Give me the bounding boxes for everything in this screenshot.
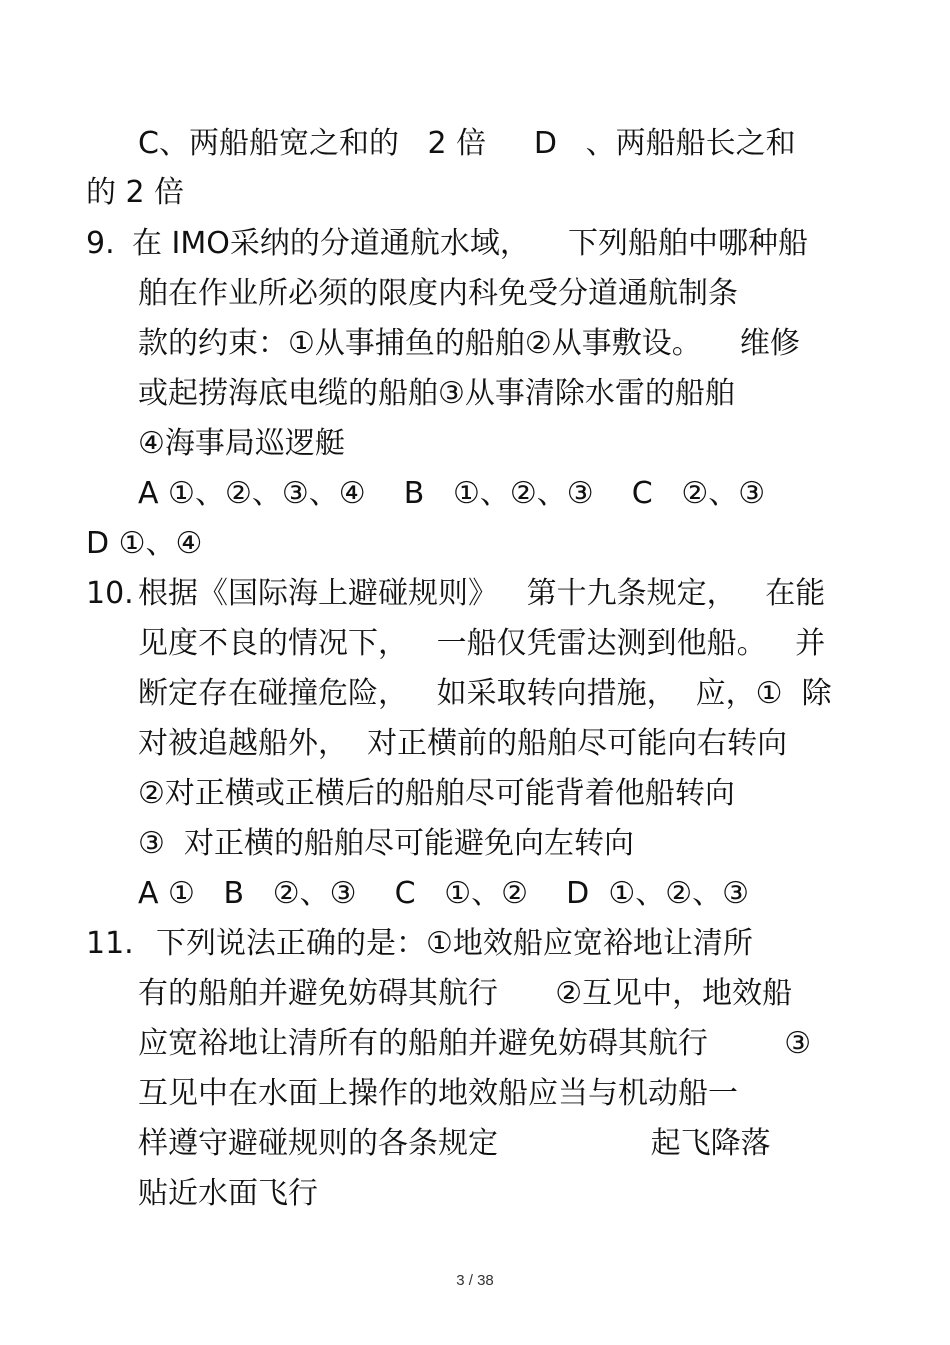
text-line: 有的船舶并避免妨碍其航行 ②互见中，地效船 [138, 976, 793, 1011]
text-line: 舶在作业所必须的限度内科免受分道通航制条 [138, 276, 738, 311]
question-number: 10. [86, 576, 134, 611]
text-line: 对被追越船外， 对正横前的船舶尽可能向右转向 [138, 726, 788, 761]
text-line: 互见中在水面上操作的地效船应当与机动船一 [138, 1076, 738, 1111]
question-number: 11. [86, 926, 134, 961]
text-line: 下列说法正确的是：①地效船应宽裕地让清所 [156, 926, 753, 961]
text-line: 断定存在碰撞危险， 如采取转向措施， 应，① 除 [138, 676, 832, 711]
page-indicator: 3 / 38 [456, 1272, 494, 1289]
text-line: ②对正横或正横后的船舶尽可能背着他船转向 [138, 776, 735, 811]
text-line: 在 IMO采纳的分道通航水域， 下列船舶中哪种船 [132, 226, 809, 261]
text-line: C、两船船宽之和的 2 倍 D 、两船船长之和 [138, 126, 796, 161]
text-line: 应宽裕地让清所有的船舶并避免妨碍其航行 ③ [138, 1026, 812, 1061]
answer-options: D ①、④ [86, 526, 203, 561]
answer-options: A ① B ②、③ C ①、② D ①、②、③ [138, 876, 750, 911]
text-line: 见度不良的情况下， 一船仅凭雷达测到他船。 并 [138, 626, 826, 661]
answer-options: A ①、②、③、④ B ①、②、③ C ②、③ [138, 476, 766, 511]
text-line: ③ 对正横的船舶尽可能避免向左转向 [138, 826, 634, 861]
text-line: 根据《国际海上避碰规则》 第十九条规定， 在能 [138, 576, 826, 611]
text-line: ④海事局巡逻艇 [138, 426, 345, 461]
text-line: 样遵守避碰规则的各条规定 起飞降落 [138, 1126, 771, 1161]
question-number: 9. [86, 226, 115, 261]
text-line: 的 2 倍 [86, 175, 185, 210]
text-line: 贴近水面飞行 [138, 1176, 318, 1211]
text-line: 或起捞海底电缆的船舶③从事清除水雷的船舶 [138, 376, 735, 411]
text-line: 款的约束：①从事捕鱼的船舶②从事敷设。 维修 [138, 326, 800, 361]
